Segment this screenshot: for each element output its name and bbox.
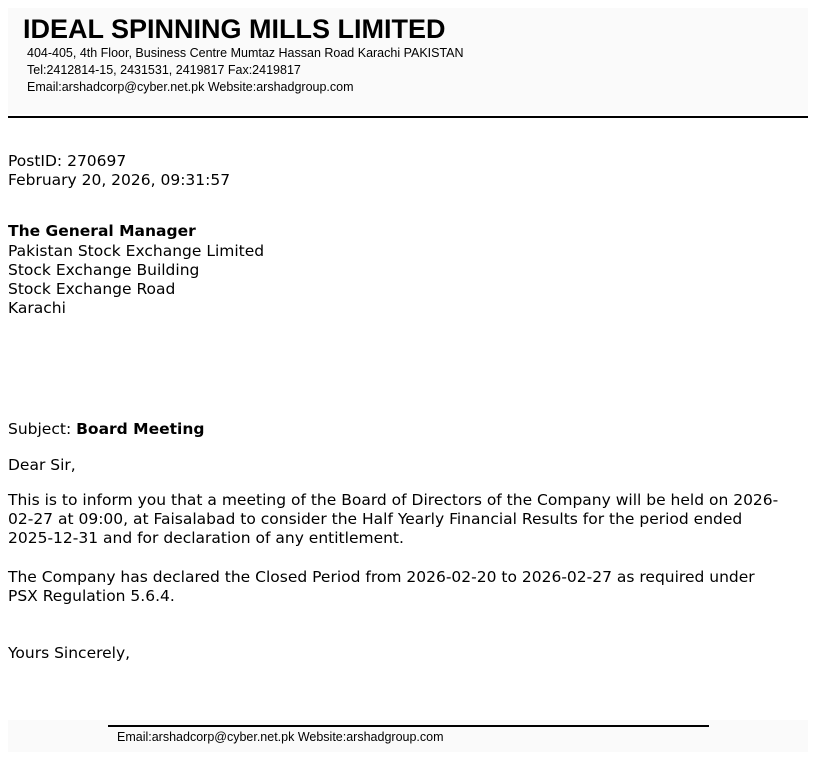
footer-email-website: Email:arshadcorp@cyber.net.pk Website:arshadgroup.com: [117, 730, 444, 744]
body-paragraph-2: The Company has declared the Closed Period from 2026-02-20 to 2026-02-27 as required under PSX Regulation 5.6.4.: [8, 568, 755, 605]
salutation: Dear Sir,: [8, 456, 76, 474]
recipient-road: Stock Exchange Road: [8, 280, 176, 298]
subject-line: [8, 420, 204, 439]
subject-text: Board Meeting: [76, 420, 205, 438]
post-id: PostID: 270697: [8, 152, 127, 170]
header-divider: [8, 116, 808, 118]
letterhead: [8, 8, 808, 114]
company-address: 404-405, 4th Floor, Business Centre Mumtaz Hassan Road Karachi PAKISTAN: [27, 46, 464, 60]
closing: Yours Sincerely,: [8, 644, 131, 662]
recipient-organization: Pakistan Stock Exchange Limited: [8, 242, 265, 260]
footer: [8, 720, 808, 752]
recipient-city: Karachi: [8, 299, 66, 317]
post-date: February 20, 2026, 09:31:57: [8, 171, 231, 189]
recipient-building: Stock Exchange Building: [8, 261, 200, 279]
footer-divider: [108, 725, 709, 727]
recipient-title: The General Manager: [8, 222, 196, 240]
company-name: IDEAL SPINNING MILLS LIMITED: [23, 14, 446, 44]
company-phone-fax: Tel:2412814-15, 2431531, 2419817 Fax:2419817: [27, 63, 301, 77]
subject-label: Subject:: [8, 420, 72, 438]
body-paragraph-1: This is to inform you that a meeting of the Board of Directors of the Company will be held on 2026-02-27 at 09:00, at Faisalabad to consider the Half Yearly Financial Results for the period ended 2025-12-31 and for declaration of any entitlement.: [8, 491, 779, 547]
company-email-website: Email:arshadcorp@cyber.net.pk Website:arshadgroup.com: [27, 80, 354, 94]
